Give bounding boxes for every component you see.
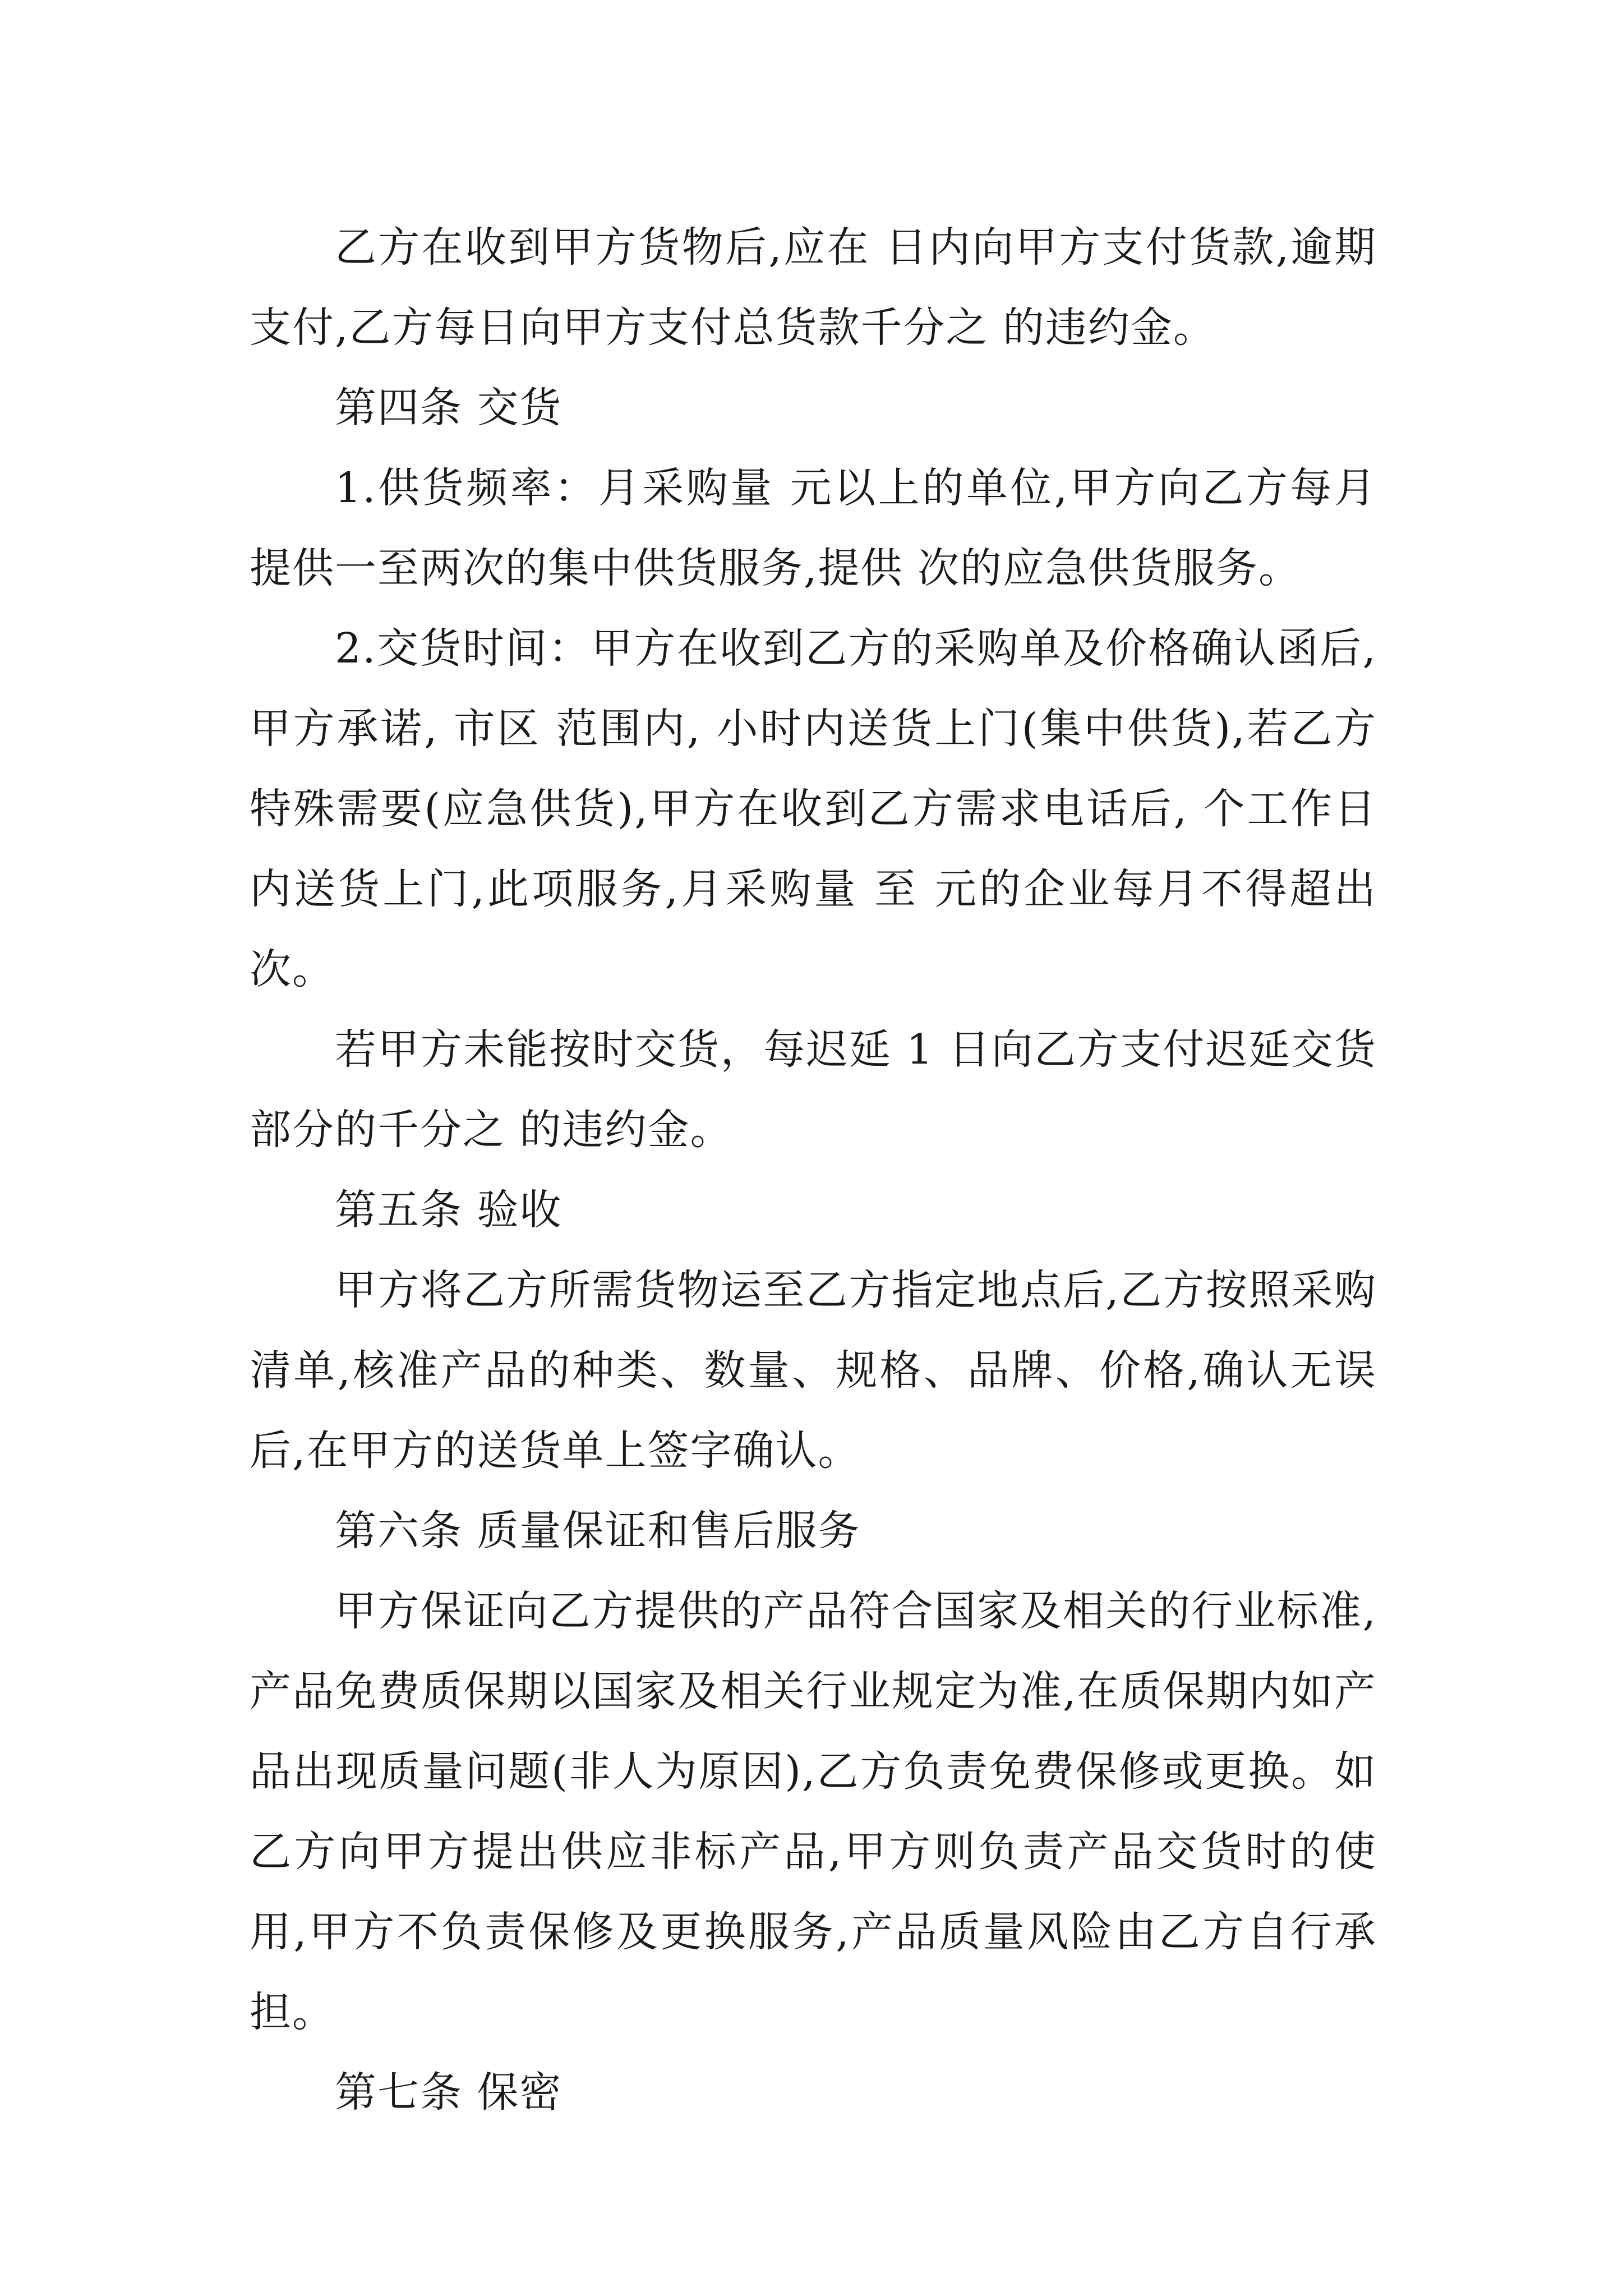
- heading-article-5-acceptance: 第五条 验收: [335, 1186, 562, 1234]
- paragraph-supply-frequency: 1.供货频率：月采购量 元以上的单位,甲方向乙方每月提供一至两次的集中供货服务,提供 次的应急供货服务。: [250, 464, 1377, 592]
- paragraph-quality-warranty: 甲方保证向乙方提供的产品符合国家及相关的行业标准,产品免费质保期以国家及相关行业规定为准,在质保期内如产品出现质量问题(非人为原因),乙方负责免费保修或更换。如乙方向甲方提出供应非标产品,甲方则负责产品交货时的使用,甲方不负责保修及更换服务,产品质量风险由乙方自行承担。: [250, 1587, 1377, 2036]
- paragraph-delivery-time: 2.交货时间：甲方在收到乙方的采购单及价格确认函后,甲方承诺, 市区 范围内, 小时内送货上门(集中供货),若乙方特殊需要(应急供货),甲方在收到乙方需求电话后, 个工作日内送货上门,此项服务,月采购量 至 元的企业每月不得超出 次。: [250, 624, 1377, 993]
- heading-article-6-quality: 第六条 质量保证和售后服务: [335, 1507, 861, 1555]
- heading-article-4-delivery: 第四条 交货: [335, 384, 562, 432]
- paragraph-acceptance: 甲方将乙方所需货物运至乙方指定地点后,乙方按照采购清单,核准产品的种类、数量、规格、品牌、价格,确认无误后,在甲方的送货单上签字确认。: [250, 1266, 1377, 1475]
- heading-article-7-confidentiality: 第七条 保密: [335, 2068, 562, 2116]
- document-body: [250, 208, 1377, 2133]
- paragraph-payment-terms: 乙方在收到甲方货物后,应在 日内向甲方支付货款,逾期支付,乙方每日向甲方支付总货款千分之 的违约金。: [250, 223, 1377, 352]
- paragraph-late-delivery-penalty: 若甲方未能按时交货，每迟延 1 日向乙方支付迟延交货部分的千分之 的违约金。: [250, 1025, 1377, 1154]
